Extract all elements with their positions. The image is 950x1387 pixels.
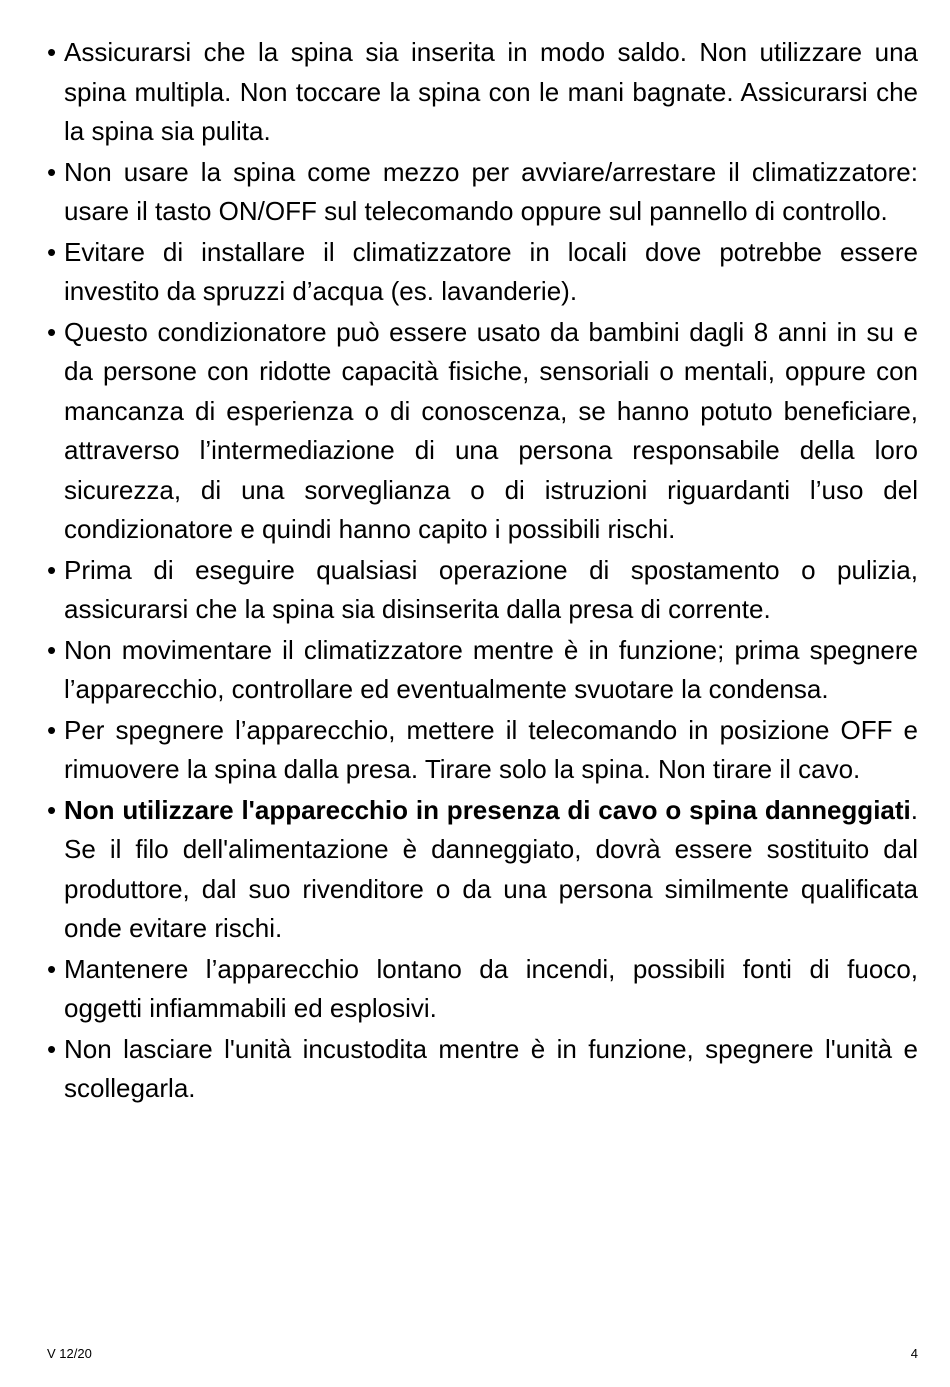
item-text: Questo condizionatore può essere usato da bambini dagli 8 anni in su e da persone con ridotte capacità fisiche, sensoriali o mentali, oppure con mancanza di esperienza o di conoscenza, se hanno potuto beneficiare, attraverso l’intermediazione di una persona responsabile della loro sicurezza, di una sorveglianza o di istruzioni riguardanti l’uso del condizionatore e quindi hanno capito i possibili rischi. [64, 316, 918, 544]
bullet-icon: • [47, 953, 57, 984]
item-text: . Se il filo dell'alimentazione è danneggiato, dovrà essere sostituito dal produttore, dal suo rivenditore o da una persona similmente qualificata onde evitare rischi. [64, 794, 918, 943]
bullet-icon: • [47, 156, 57, 187]
bullet-icon: • [47, 554, 57, 585]
item-text: Per spegnere l’apparecchio, mettere il telecomando in posizione OFF e rimuovere la spina dalla presa. Tirare solo la spina. Non tirare il cavo. [64, 714, 918, 784]
footer-page-number: 4 [910, 1346, 918, 1361]
item-text: Prima di eseguire qualsiasi operazione di spostamento o pulizia, assicurarsi che la spina sia disinserita dalla presa di corrente. [64, 554, 918, 624]
item-text: Mantenere l’apparecchio lontano da incendi, possibili fonti di fuoco, oggetti infiammabili ed esplosivi. [64, 953, 918, 1023]
bullet-icon: • [47, 794, 57, 825]
list-item [0, 153, 950, 232]
item-text: Non movimentare il climatizzatore mentre è in funzione; prima spegnere l’apparecchio, controllare ed eventualmente svuotare la condensa. [64, 634, 918, 704]
list-item [0, 711, 950, 790]
footer-version: V 12/20 [47, 1346, 92, 1361]
bullet-icon: • [47, 634, 57, 665]
item-text: Non usare la spina come mezzo per avviare/arrestare il climatizzatore: usare il tasto ON/OFF sul telecomando oppure sul pannello di controllo. [64, 156, 918, 226]
bullet-icon: • [47, 1033, 57, 1064]
list-item [0, 950, 950, 1029]
bullet-icon: • [47, 714, 57, 745]
safety-instructions-list [0, 33, 950, 1109]
item-text: Assicurarsi che la spina sia inserita in modo saldo. Non utilizzare una spina multipla. Non toccare la spina con le mani bagnate. Assicurarsi che la spina sia pulita. [64, 37, 918, 146]
item-warning-bold: Non utilizzare l'apparecchio in presenza di cavo o spina danneggiati [64, 794, 911, 825]
item-text: Evitare di installare il climatizzatore in locali dove potrebbe essere investito da spruzzi d’acqua (es. lavanderie). [64, 236, 918, 306]
list-item [0, 33, 950, 152]
item-text: Non lasciare l'unità incustodita mentre è in funzione, spegnere l'unità e scollegarla. [64, 1033, 918, 1103]
bullet-icon: • [47, 316, 57, 347]
document-body [0, 33, 950, 1110]
list-item [0, 313, 950, 550]
list-item [0, 631, 950, 710]
list-item [0, 551, 950, 630]
list-item [0, 1030, 950, 1109]
bullet-icon: • [47, 236, 57, 267]
bullet-icon: • [47, 37, 57, 67]
list-item [0, 791, 950, 949]
list-item [0, 233, 950, 312]
